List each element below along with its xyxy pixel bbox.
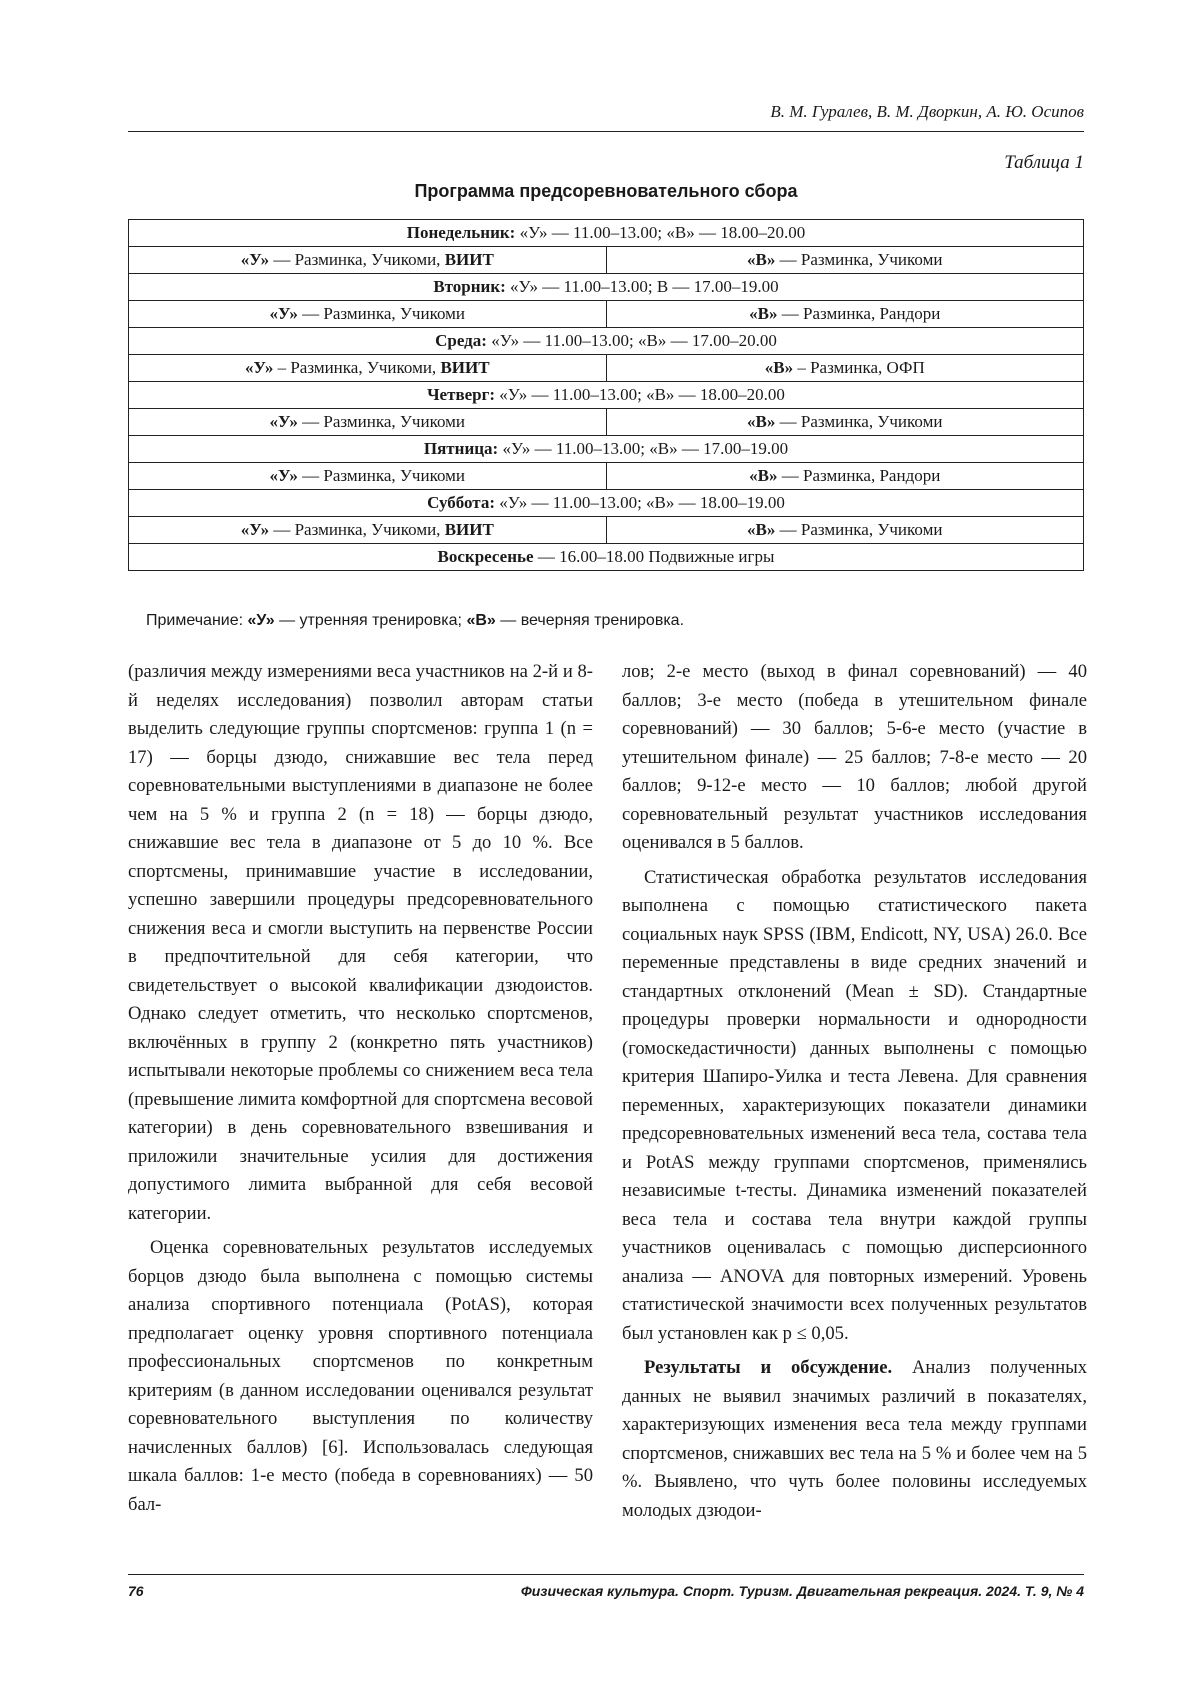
day-times: «У» — 11.00–13.00; «В» — 18.00–19.00: [495, 493, 785, 512]
evening-activities: – Разминка, ОФП: [793, 358, 925, 377]
morning-abbr: «У»: [269, 466, 298, 485]
note-u-text: — утренняя тренировка;: [274, 612, 467, 629]
day-name: Пятница:: [423, 439, 499, 458]
morning-session-cell: [129, 517, 607, 544]
session-row: [129, 409, 1084, 436]
paragraph: [622, 1354, 1087, 1525]
day-header-cell: [129, 274, 1084, 301]
sunday-row: [129, 544, 1084, 571]
morning-activities: — Разминка, Учикоми,: [269, 250, 445, 269]
sunday-name: Воскресенье: [437, 547, 534, 566]
sunday-cell: [129, 544, 1084, 571]
day-header-cell: [129, 220, 1084, 247]
morning-activities: — Разминка, Учикоми: [297, 466, 465, 485]
paragraph: лов; 2-е место (выход в финал соревнований) — 40 баллов; 3-е место (победа в утешительном финале соревнований) — 30 баллов; 5-6-е место (участие в утешительном финале) — 25 баллов; 7-8-е место — 20 баллов; 9-12-е место — 10 баллов; любой другой соревновательный результат участников исследования оценивался в 5 баллов.: [622, 661, 1087, 853]
evening-session-cell: [606, 463, 1084, 490]
morning-activities: — Разминка, Учикоми: [297, 412, 465, 431]
journal-title: Физическая культура. Спорт. Туризм. Двигательная рекреация. 2024. Т. 9, № 4: [520, 1583, 1084, 1599]
day-times: «У» — 11.00–13.00; «В» — 18.00–20.00: [515, 223, 806, 242]
morning-abbr: «У»: [269, 412, 298, 431]
sunday-text: — 16.00–18.00 Подвижные игры: [533, 547, 775, 566]
table-note: [146, 612, 684, 630]
evening-session-cell: [606, 301, 1084, 328]
right-column: [622, 658, 1087, 1531]
day-header-row: [129, 328, 1084, 355]
evening-activities: — Разминка, Рандори: [777, 466, 941, 485]
day-header-cell: [129, 382, 1084, 409]
morning-session-cell: [129, 355, 607, 382]
note-v-abbr: «В»: [466, 612, 496, 629]
note-u-abbr: «У»: [247, 612, 275, 629]
day-name: Четверг:: [427, 385, 496, 404]
footer-rule: [128, 1574, 1084, 1575]
session-row: [129, 463, 1084, 490]
running-head-authors: В. М. Гуралев, В. М. Дворкин, А. Ю. Осипов: [770, 102, 1084, 121]
schedule-table: [128, 219, 1084, 571]
session-row: [129, 247, 1084, 274]
day-name: Понедельник:: [406, 223, 516, 242]
evening-session-cell: [606, 517, 1084, 544]
morning-abbr: «У»: [269, 304, 298, 323]
evening-session-cell: [606, 355, 1084, 382]
schedule-table-body: [129, 220, 1084, 571]
evening-abbr: «В»: [749, 304, 778, 323]
note-prefix: Примечание:: [146, 612, 248, 629]
morning-hiit: ВИИТ: [444, 520, 494, 539]
page-number: 76: [128, 1583, 144, 1599]
evening-activities: — Разминка, Учикоми: [775, 250, 943, 269]
left-column: [128, 658, 593, 1525]
section-heading: Результаты и обсуждение.: [644, 1357, 893, 1378]
note-v-text: — вечерняя тренировка.: [495, 612, 685, 629]
morning-abbr: «У»: [240, 520, 270, 539]
morning-session-cell: [129, 409, 607, 436]
day-times: «У» — 11.00–13.00; «В» — 17.00–20.00: [486, 331, 777, 350]
morning-abbr: «У»: [240, 250, 270, 269]
evening-activities: — Разминка, Рандори: [777, 304, 941, 323]
evening-activities: — Разминка, Учикоми: [775, 412, 943, 431]
morning-activities: — Разминка, Учикоми,: [269, 520, 445, 539]
day-name: Среда:: [435, 331, 487, 350]
day-name: Вторник:: [433, 277, 506, 296]
morning-hiit: ВИИТ: [440, 358, 490, 377]
session-row: [129, 355, 1084, 382]
evening-session-cell: [606, 409, 1084, 436]
day-header-cell: [129, 436, 1084, 463]
evening-abbr: «В»: [747, 520, 776, 539]
morning-activities: – Разминка, Учикоми,: [273, 358, 441, 377]
day-times: «У» — 11.00–13.00; «В» — 17.00–19.00: [498, 439, 789, 458]
day-header-row: [129, 490, 1084, 517]
day-header-row: [129, 382, 1084, 409]
day-header-row: [129, 436, 1084, 463]
morning-session-cell: [129, 247, 607, 274]
day-name: Суббота:: [427, 493, 495, 512]
paragraph-text: Анализ полученных данных не выявил значимых различий в показателях, характеризующих изменения веса тела между группами спортсменов, снижавших вес тела на 5 % и более чем на 5 %. Выявлено, что чуть более половины исследуемых молодых дзюдои-: [622, 1357, 1087, 1521]
morning-abbr: «У»: [244, 358, 274, 377]
day-header-row: [129, 220, 1084, 247]
evening-abbr: «В»: [747, 412, 776, 431]
evening-session-cell: [606, 247, 1084, 274]
morning-session-cell: [129, 301, 607, 328]
session-row: [129, 301, 1084, 328]
evening-abbr: «В»: [764, 358, 794, 377]
morning-hiit: ВИИТ: [444, 250, 494, 269]
day-header-row: [129, 274, 1084, 301]
day-times: «У» — 11.00–13.00; В — 17.00–19.00: [505, 277, 779, 296]
morning-session-cell: [129, 463, 607, 490]
day-times: «У» — 11.00–13.00; «В» — 18.00–20.00: [495, 385, 785, 404]
evening-abbr: «В»: [747, 250, 776, 269]
evening-abbr: «В»: [749, 466, 778, 485]
header-rule: [128, 131, 1084, 132]
paragraph: (различия между измерениями веса участников на 2-й и 8-й неделях исследования) позволил авторам статьи выделить следующие группы спортсменов: группа 1 (n = 17) — борцы дзюдо, снижавшие вес тела перед соревновательными выступлениями в диапазоне не более чем на 5 % и группа 2 (n = 18) — борцы дзюдо, снижавшие вес тела в диапазоне от 5 до 10 %. Все спортсмены, принимавшие участие в исследовании, успешно завершили процедуры предсоревновательного снижения веса и смогли выступить на первенстве России в предпочтительной для себя категории, что свидетельствует о высокой квалификации дзюдоистов. Однако следует отметить, что несколько спортсменов, включённых в группу 2 (конкретно пять участников) испытывали некоторые проблемы со снижением веса тела (превышение лимита комфортной для спортсмена весовой категории) в день соревновательного взвешивания и приложили значительные усилия для достижения допустимого лимита выбранной для себя весовой категории.: [128, 661, 593, 1224]
paragraph: Оценка соревновательных результатов исследуемых борцов дзюдо была выполнена с помощью системы анализа спортивного потенциала (PotAS), которая предполагает оценку уровня спортивного потенциала профессиональных спортсменов по конкретным критериям (в данном исследовании оценивался результат соревновательного выступления по количеству начисленных баллов) [6]. Использовалась следующая шкала баллов: 1-е место (победа в соревнованиях) — 50 бал-: [128, 1237, 593, 1515]
day-header-cell: [129, 490, 1084, 517]
morning-activities: — Разминка, Учикоми: [297, 304, 465, 323]
paragraph: Статистическая обработка результатов исследования выполнена с помощью статистического пакета социальных наук SPSS (IBM, Endicott, NY, USA) 26.0. Все переменные представлены в виде средних значений и стандартных отклонений (Mean ± SD). Стандартные процедуры проверки нормальности и однородности (гомоскедастичности) данных выполнены с помощью критерия Шапиро-Уилка и теста Левена. Для сравнения переменных, характеризующих показатели динамики предсоревновательных изменений веса тела, состава тела и PotAS между группами спортсменов, применялись независимые t-тесты. Динамика изменений показателей веса тела и состава тела внутри каждой группы участников оценивалась с помощью дисперсионного анализа — ANOVA для повторных измерений. Уровень статистической значимости всех полученных результатов был установлен как p ≤ 0,05.: [622, 866, 1087, 1344]
session-row: [129, 517, 1084, 544]
day-header-cell: [129, 328, 1084, 355]
table-label: Таблица 1: [1004, 152, 1084, 173]
evening-activities: — Разминка, Учикоми: [775, 520, 943, 539]
table-title: Программа предсоревновательного сбора: [414, 181, 798, 201]
